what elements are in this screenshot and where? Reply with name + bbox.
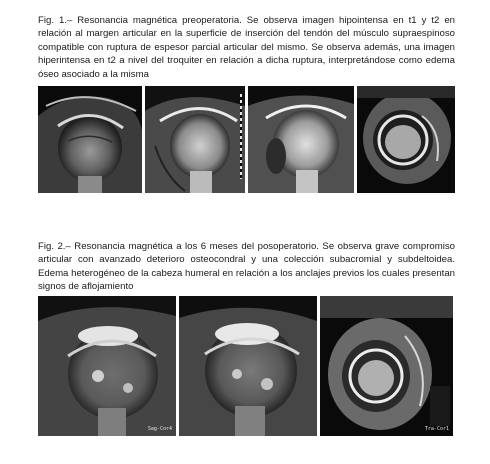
mri-image-1d <box>357 86 455 193</box>
mri-image-2a <box>38 296 176 436</box>
mri-image-1b <box>145 86 245 193</box>
figure-1-caption: Fig. 1.– Resonancia magnética preoperatoria. Se observa imagen hipointensa en t1 y t2 en relación al margen articular en la superficie de inserción del tendón del músculo supraespinoso compatible con ruptura de espesor parcial articular del mismo. Se observa además, una imagen hiperintensa en t2 a nivel del troquiter en relación a dicha ruptura, interpretándose como edema óseo asociado a la misma <box>38 15 455 80</box>
mri-image-1a <box>38 86 142 193</box>
mri-image-2c <box>320 296 453 436</box>
mri-image-2b <box>179 296 317 436</box>
scale-bar <box>240 94 242 179</box>
image-label: Sag-Cor4 <box>147 426 172 432</box>
figure-2-images <box>38 296 453 436</box>
image-label: Tra-Cor1 <box>424 426 449 432</box>
figure-1-images <box>38 86 455 193</box>
figure-2-caption: Fig. 2.– Resonancia magnética a los 6 meses del posoperatorio. Se observa grave compromiso articular con avanzado deterioro osteocondral y una colección subacromial y subdeltoidea. Edema heterogéneo de la cabeza humeral en relación a los anclajes previos los cuales presentan signos de aflojamiento <box>38 241 455 293</box>
mri-image-1c <box>248 86 354 193</box>
